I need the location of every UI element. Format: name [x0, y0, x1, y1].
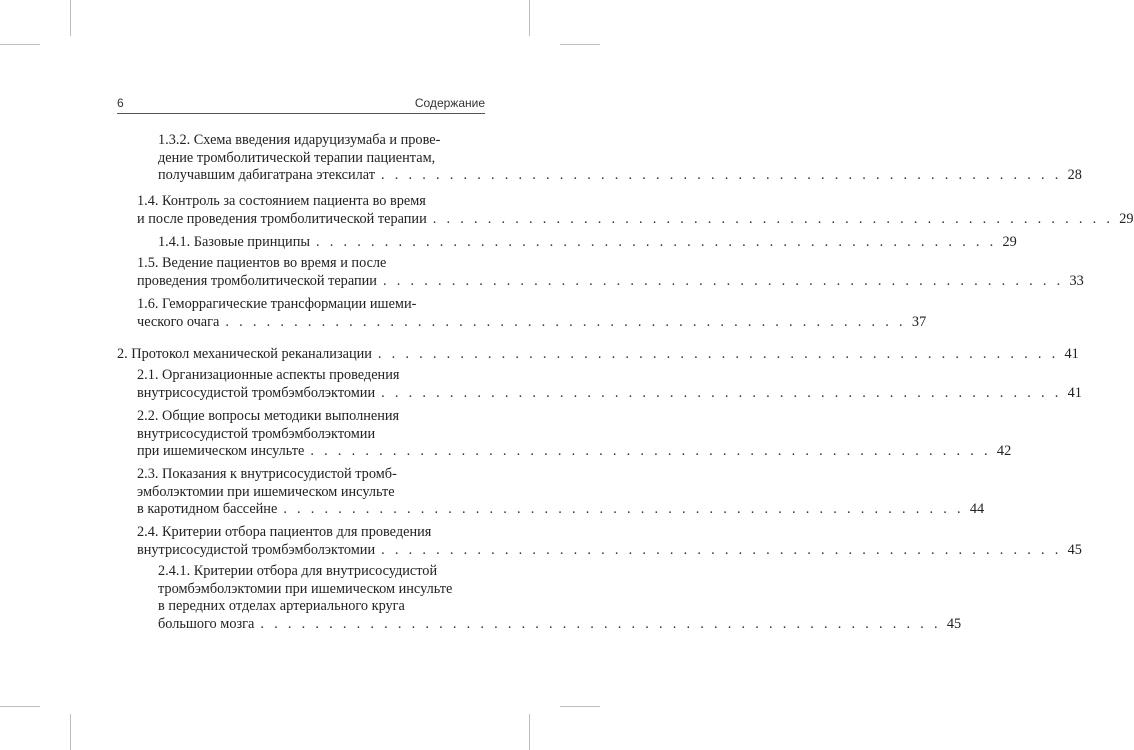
toc-entry-title: проведения тромболитической терапии	[137, 272, 377, 289]
toc-entry-line: внутрисосудистой тромбэмболэктомии	[137, 425, 376, 442]
toc-entry[interactable]	[158, 234, 1017, 252]
dot-leader: . . . . . . . . . . . . . . . . . . . . . . . . . . . . . . . . . . . . . . . . . . . . . . . . . .	[225, 313, 906, 330]
toc-entry[interactable]	[158, 563, 962, 633]
toc-entry-line: 2.3. Показания к внутрисосудистой тромб-	[137, 466, 397, 482]
toc-entry[interactable]	[158, 132, 1082, 185]
dot-leader: . . . . . . . . . . . . . . . . . . . . . . . . . . . . . . . . . . . . . . . . . . . . . . . . . .	[381, 541, 1062, 558]
toc-entry-title: ческого очага	[137, 313, 220, 330]
toc-entry-line: 1.6. Геморрагические трансформации ишеми-	[137, 296, 417, 312]
toc-page-number: 29	[1119, 210, 1134, 227]
crop-mark-left-top	[0, 44, 40, 45]
toc-entry-title: в каротидном бассейне	[137, 501, 278, 518]
toc-page-number: 42	[996, 443, 1012, 460]
toc-page-number: 45	[1067, 541, 1082, 558]
toc-entry[interactable]	[137, 367, 1082, 402]
crop-mark-left-bottom	[0, 706, 40, 707]
toc-entry-line: 2.4.1. Критерии отбора для внутрисосудистой	[158, 563, 438, 579]
toc-entry-line: 2.2. Общие вопросы методики выполнения	[137, 408, 400, 424]
crop-mark-bottom-left	[70, 714, 71, 750]
toc-entry[interactable]	[137, 255, 1084, 290]
toc-entry[interactable]	[137, 524, 1082, 559]
dot-leader: . . . . . . . . . . . . . . . . . . . . . . . . . . . . . . . . . . . . . . . . . . . . . . . . . .	[381, 384, 1062, 401]
toc-entry-line: 2.1. Организационные аспекты проведения	[137, 367, 400, 383]
dot-leader: . . . . . . . . . . . . . . . . . . . . . . . . . . . . . . . . . . . . . . . . . . . . . . . . . .	[310, 443, 991, 460]
toc-page-number: 28	[1067, 167, 1082, 184]
toc-entry-line: в передних отделах артериального круга	[158, 598, 405, 615]
toc-page-number: 33	[1069, 272, 1084, 289]
toc-entry[interactable]	[137, 408, 1012, 461]
dot-leader: . . . . . . . . . . . . . . . . . . . . . . . . . . . . . . . . . . . . . . . . . . . . . . . . . .	[382, 272, 1064, 289]
section-title: Содержание	[414, 96, 485, 110]
toc-entry-line: 1.3.2. Схема введения идаруцизумаба и прове-	[158, 132, 441, 148]
running-header	[117, 96, 485, 116]
toc-entry[interactable]	[137, 466, 985, 519]
toc-page-number: 41	[1067, 384, 1082, 401]
toc-entry-title: большого мозга	[158, 615, 255, 632]
toc-entry-title: при ишемическом инсульте	[137, 443, 305, 460]
crop-mark-right-top	[560, 44, 600, 45]
toc-page-number: 44	[969, 501, 985, 518]
crop-mark-right-bottom	[560, 706, 600, 707]
crop-mark-bottom-right	[529, 714, 530, 750]
toc-entry-line: 2.4. Критерии отбора пациентов для проведения	[137, 524, 432, 540]
toc-entry-line: тромбэмболэктомии при ишемическом инсульте	[158, 580, 453, 597]
dot-leader: . . . . . . . . . . . . . . . . . . . . . . . . . . . . . . . . . . . . . . . . . . . . . . . . . .	[260, 615, 941, 632]
header-rule	[117, 113, 485, 114]
dot-leader: . . . . . . . . . . . . . . . . . . . . . . . . . . . . . . . . . . . . . . . . . . . . . . . . . .	[432, 210, 1114, 227]
crop-mark-top-right	[529, 0, 530, 36]
dot-leader: . . . . . . . . . . . . . . . . . . . . . . . . . . . . . . . . . . . . . . . . . . . . . . . . . .	[377, 346, 1059, 362]
toc-entry-line: 1.4. Контроль за состоянием пациента во время	[137, 193, 426, 209]
toc-entry-title: внутрисосудистой тромбэмболэктомии	[137, 541, 376, 558]
toc-entry-line: дение тромболитической терапии пациентам,	[158, 149, 436, 166]
toc-entry-title: и после проведения тромболитической терапии	[137, 210, 427, 227]
toc-page-number: 45	[946, 615, 962, 632]
dot-leader: . . . . . . . . . . . . . . . . . . . . . . . . . . . . . . . . . . . . . . . . . . . . . . . . . .	[315, 234, 997, 250]
page-number: 6	[117, 96, 124, 110]
dot-leader: . . . . . . . . . . . . . . . . . . . . . . . . . . . . . . . . . . . . . . . . . . . . . . . . . .	[381, 167, 1062, 184]
dot-leader: . . . . . . . . . . . . . . . . . . . . . . . . . . . . . . . . . . . . . . . . . . . . . . . . . .	[283, 501, 964, 518]
toc-page-number: 41	[1064, 346, 1079, 362]
toc-entry[interactable]	[137, 193, 1134, 228]
toc-page-number: 29	[1002, 234, 1017, 250]
toc-entry-line: 1.5. Ведение пациентов во время и после	[137, 255, 387, 271]
toc-entry-title: получавшим дабигатрана этексилат	[158, 167, 376, 184]
toc-entry-title: 1.4.1. Базовые принципы	[158, 234, 310, 250]
crop-mark-top-left	[70, 0, 71, 36]
toc-entry[interactable]	[137, 296, 927, 331]
toc-entry-title: внутрисосудистой тромбэмболэктомии	[137, 384, 376, 401]
toc-entry-line: эмболэктомии при ишемическом инсульте	[137, 483, 395, 500]
toc-entry[interactable]	[117, 346, 1079, 364]
toc-page-number: 37	[911, 313, 927, 330]
toc-entry-title: 2. Протокол механической реканализации	[117, 346, 372, 362]
